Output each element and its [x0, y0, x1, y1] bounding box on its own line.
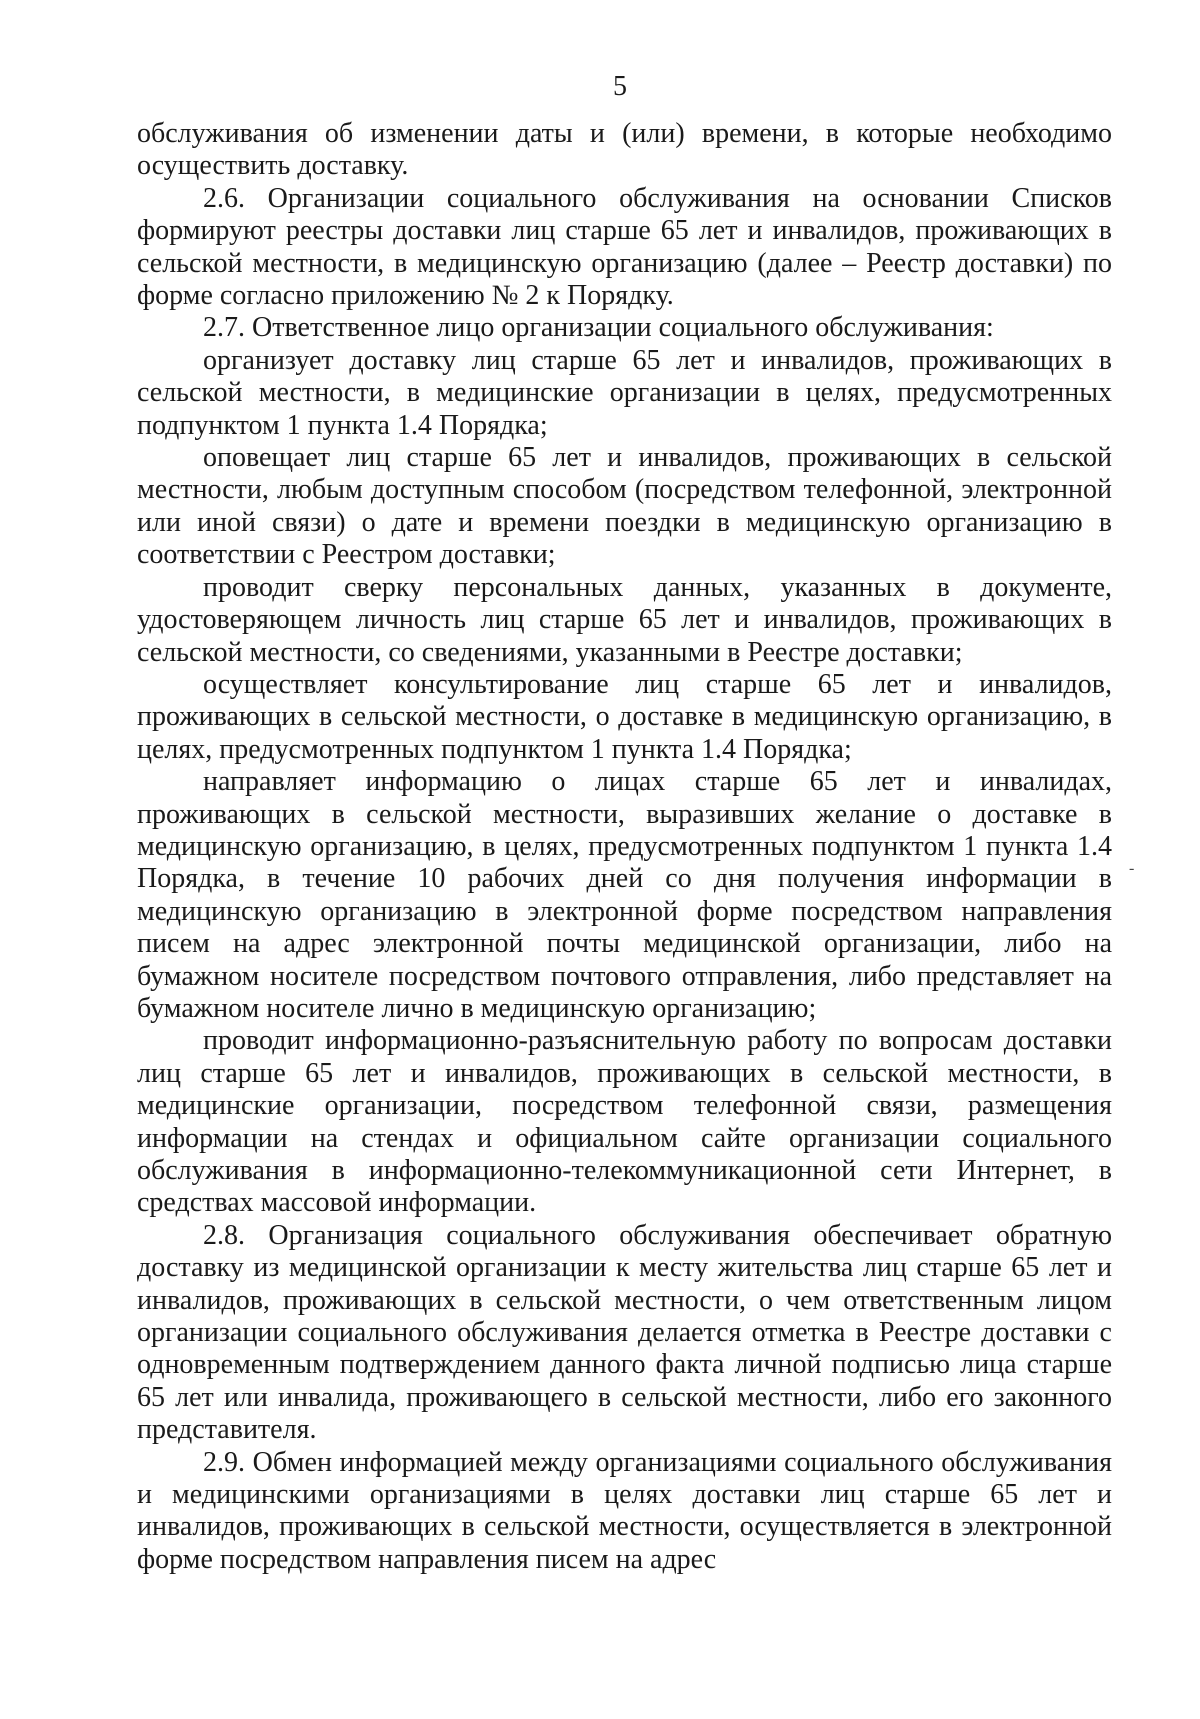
paragraph-organizes-delivery: организует доставку лиц старше 65 лет и инвалидов, проживающих в сельской местности, в медицинские организации в целях, предусмотренных подпунктом 1 пункта 1.4 Порядка; — [137, 344, 1112, 441]
paragraph-consults: осуществляет консультирование лиц старше 65 лет и инвалидов, проживающих в сельской местности, о доставке в медицинскую организацию, в целях, предусмотренных подпунктом 1 пункта 1.4 Порядка; — [137, 668, 1112, 765]
paragraph-2-8: 2.8. Организация социального обслуживания обеспечивает обратную доставку из медицинской организации к месту жительства лиц старше 65 лет и инвалидов, проживающих в сельской местности, о чем ответственным лицом организации социального обслуживания делается отметка в Реестре доставки с одновременным подтверждением данного факта личной подписью лица старше 65 лет или инвалида, проживающего в сельской местности, либо его законного представителя. — [137, 1219, 1112, 1446]
paragraph-2-7: 2.7. Ответственное лицо организации социального обслуживания: — [203, 312, 994, 344]
margin-mark: - — [1129, 860, 1135, 877]
paragraph-continuation: обслуживания об изменении даты и (или) времени, в которые необходимо осуществить доставку. — [137, 118, 1112, 182]
paragraph-2-6: 2.6. Организации социального обслуживания на основании Списков формируют реестры доставки лиц старше 65 лет и инвалидов, проживающих в сельской местности, в медицинскую организацию (далее – Реестр доставки) по форме согласно приложению № 2 к Порядку. — [137, 182, 1112, 312]
paragraph-notifies: оповещает лиц старше 65 лет и инвалидов, проживающих в сельской местности, любым доступным способом (посредством телефонной, электронной или иной связи) о дате и времени поездки в медицинскую организацию в соответствии с Реестром доставки; — [137, 442, 1112, 571]
page-number: 5 — [613, 71, 627, 102]
paragraph-outreach: проводит информационно-разъяснительную работу по вопросам доставки лиц старше 65 лет и инвалидов, проживающих в сельской местности, в медицинские организации, посредством телефонной связи, размещения информации на стендах и официальном сайте организации социального обслуживания в информационно-телекоммуникационной сети Интернет, в средствах массовой информации. — [137, 1025, 1112, 1219]
paragraph-verifies-data: проводит сверку персональных данных, указанных в документе, удостоверяющем личность лиц старше 65 лет и инвалидов, проживающих в сельской местности, со сведениями, указанными в Реестре доставки; — [137, 571, 1112, 668]
document-body — [137, 118, 1112, 1576]
paragraph-sends-information: направляет информацию о лицах старше 65 лет и инвалидах, проживающих в сельской местности, выразивших желание о доставке в медицинскую организацию, в целях, предусмотренных подпунктом 1 пункта 1.4 Порядка, в течение 10 рабочих дней со дня получения информации в медицинскую организацию в электронной форме посредством направления писем на адрес электронной почты медицинской организации, либо на бумажном носителе посредством почтового отправления, либо представляет на бумажном носителе лично в медицинскую организацию; — [137, 766, 1112, 1024]
paragraph-2-9: 2.9. Обмен информацией между организациями социального обслуживания и медицинскими организациями в целях доставки лиц старше 65 лет и инвалидов, проживающих в сельской местности, осуществляется в электронной форме посредством направления писем на адрес — [137, 1446, 1112, 1575]
